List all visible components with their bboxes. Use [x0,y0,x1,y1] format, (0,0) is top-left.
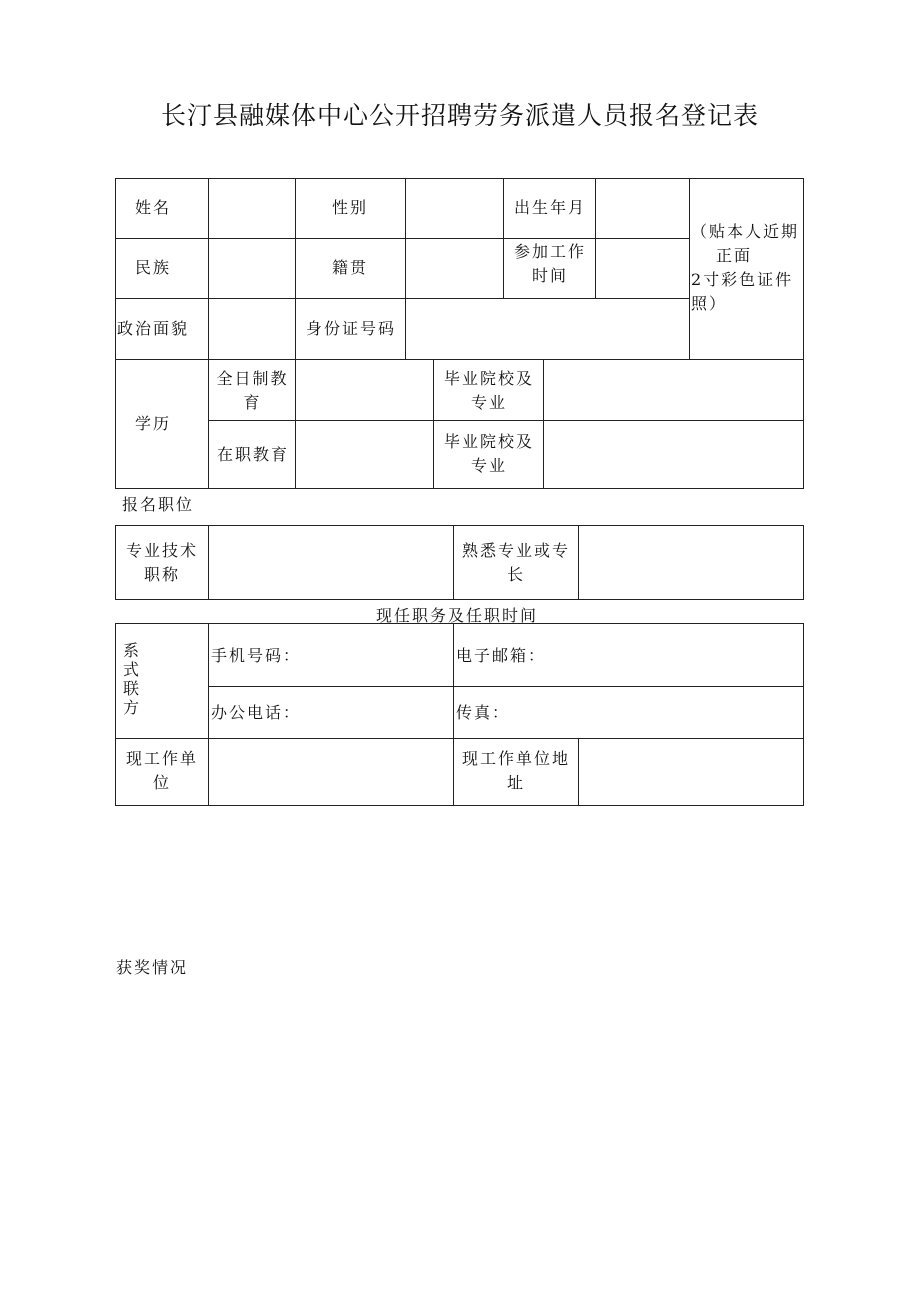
school-major-label-line: 毕业院校及 [443,432,534,451]
name-label: 姓名 [135,198,172,217]
contact-label-char: 方 [123,698,142,717]
photo-note-line: （贴本人近期 [691,222,800,241]
work-unit-label-line: 位 [152,773,171,792]
tech-title-label-line: 专业技术 [125,541,198,560]
contact-label-char: 式 [123,660,142,679]
table3-line [115,738,804,739]
table3-line [208,686,804,687]
contact-label-char: 系 [123,641,142,660]
specialty-label-line: 熟悉专业或专 [461,541,570,560]
photo-note-line: 2寸彩色证件 [691,270,794,289]
page-title: 长汀县融媒体中心公开招聘劳务派遣人员报名登记表 [160,101,759,130]
specialty-label-line: 长 [506,565,525,584]
gender-label: 性别 [332,198,369,217]
id-number-label: 身份证号码 [306,319,397,338]
work-start-label [504,240,596,288]
office-phone-label: 办公电话： [211,703,302,722]
contact-label-char: 联 [123,679,142,698]
applied-position-label: 报名职位 [122,495,195,514]
school-major-label-line: 专业 [470,393,507,412]
table2-line [578,525,579,600]
work-unit-label [116,747,208,795]
table1-line [115,359,804,360]
table1-line [115,238,689,239]
table1-line [295,178,296,359]
table3-line [578,738,579,806]
fulltime-education-label [209,367,296,415]
fulltime-education-label-line: 育 [243,393,262,412]
table1-line [208,420,804,421]
political-status-label: 政治面貌 [117,319,190,338]
table1-line [115,298,689,299]
birth-label: 出生年月 [514,198,587,217]
tech-title-label-line: 职称 [143,565,180,584]
table3-line [208,623,209,806]
table1-line [405,178,406,359]
work-start-label-line: 时间 [531,266,568,285]
school-major-label [434,367,544,415]
work-address-label-line: 现工作单位地 [461,749,570,768]
education-label: 学历 [135,414,172,433]
specialty-label [454,539,578,587]
email-label: 电子邮箱： [456,646,547,665]
photo-note [691,220,799,316]
tech-title-label [116,539,208,587]
ethnicity-label: 民族 [135,258,172,277]
mobile-label: 手机号码： [211,646,302,665]
school-major-label-line: 专业 [470,456,507,475]
contact-label [123,641,141,717]
photo-note-line: 正面 [716,246,753,265]
work-start-label-line: 参加工作 [513,242,586,261]
native-place-label: 籍贯 [332,258,369,277]
table1-line [689,178,690,359]
work-address-label-line: 址 [506,773,525,792]
table1-line [208,178,209,489]
school-major-label-line: 毕业院校及 [443,369,534,388]
work-unit-label-line: 现工作单 [125,749,198,768]
fulltime-education-label-line: 全日制教 [216,369,289,388]
inservice-education-label: 在职教育 [217,445,290,464]
school-major-label [434,430,544,478]
work-address-label [454,747,578,795]
awards-label: 获奖情况 [116,958,189,977]
photo-note-line: 照） [691,294,728,313]
table2-line [208,525,209,600]
current-position-label: 现任职务及任职时间 [376,606,539,625]
fax-label: 传真： [456,703,511,722]
